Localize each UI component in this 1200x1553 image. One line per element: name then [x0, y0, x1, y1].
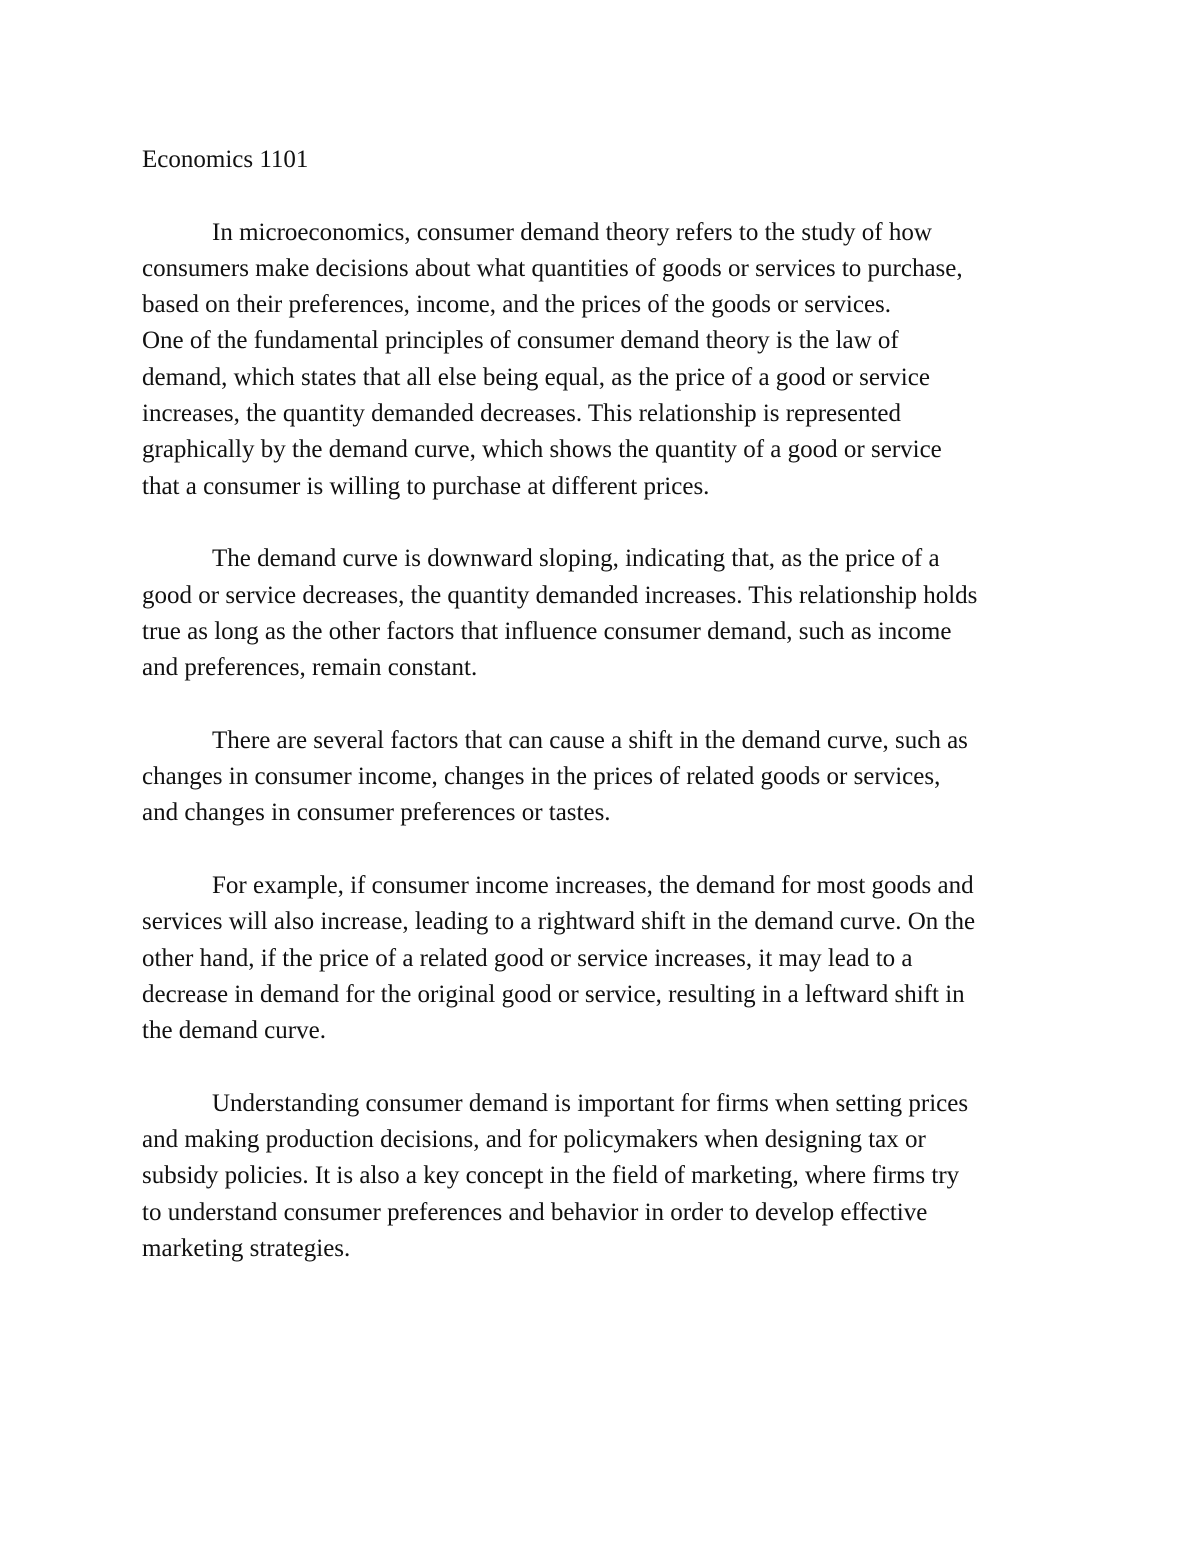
paragraph-4	[142, 723, 1072, 832]
text-line: based on their preferences, income, and the prices of the goods or services.	[142, 291, 892, 319]
text-line: For example, if consumer income increases, the demand for most goods and	[212, 871, 974, 899]
text-line: services will also increase, leading to a rightward shift in the demand curve. On the	[142, 908, 976, 936]
blank-line	[142, 832, 1072, 868]
text-line: good or service decreases, the quantity demanded increases. This relationship holds	[142, 581, 978, 609]
text-line: increases, the quantity demanded decreases. This relationship is represented	[142, 400, 901, 428]
text-line: changes in consumer income, changes in the prices of related goods or services,	[142, 763, 941, 791]
text-line: that a consumer is willing to purchase at different prices.	[142, 472, 710, 500]
text-line: decrease in demand for the original good or service, resulting in a leftward shift in	[142, 980, 965, 1008]
paragraph-3	[142, 541, 1072, 686]
text-line: graphically by the demand curve, which shows the quantity of a good or service	[142, 436, 942, 464]
paragraph-5	[142, 868, 1072, 1049]
text-line: the demand curve.	[142, 1017, 326, 1045]
text-line: One of the fundamental principles of consumer demand theory is the law of	[142, 327, 899, 355]
document-body	[142, 142, 1072, 1267]
paragraph-1	[142, 215, 1072, 324]
text-line: In microeconomics, consumer demand theory refers to the study of how	[212, 218, 932, 246]
blank-line	[142, 178, 1072, 214]
text-line: and making production decisions, and for policymakers when designing tax or	[142, 1126, 926, 1154]
text-line: subsidy policies. It is also a key concept in the field of marketing, where firms try	[142, 1162, 960, 1190]
text-line: and changes in consumer preferences or tastes.	[142, 799, 611, 827]
text-line: consumers make decisions about what quantities of goods or services to purchase,	[142, 254, 963, 282]
blank-line	[142, 1049, 1072, 1085]
text-line: marketing strategies.	[142, 1234, 351, 1262]
text-line: Understanding consumer demand is important for firms when setting prices	[212, 1089, 969, 1117]
text-line: There are several factors that can cause a shift in the demand curve, such as	[212, 726, 968, 754]
text-line: other hand, if the price of a related good or service increases, it may lead to a	[142, 944, 913, 972]
text-line: to understand consumer preferences and behavior in order to develop effective	[142, 1198, 928, 1226]
text-line: The demand curve is downward sloping, indicating that, as the price of a	[212, 545, 940, 573]
blank-line	[142, 505, 1072, 541]
document-title: Economics 1101	[142, 146, 309, 173]
text-line: true as long as the other factors that influence consumer demand, such as income	[142, 617, 952, 645]
paragraph-2	[142, 323, 1072, 504]
text-line: demand, which states that all else being equal, as the price of a good or service	[142, 363, 930, 391]
paragraph-6	[142, 1086, 1072, 1267]
blank-line	[142, 686, 1072, 722]
text-line: and preferences, remain constant.	[142, 654, 478, 682]
